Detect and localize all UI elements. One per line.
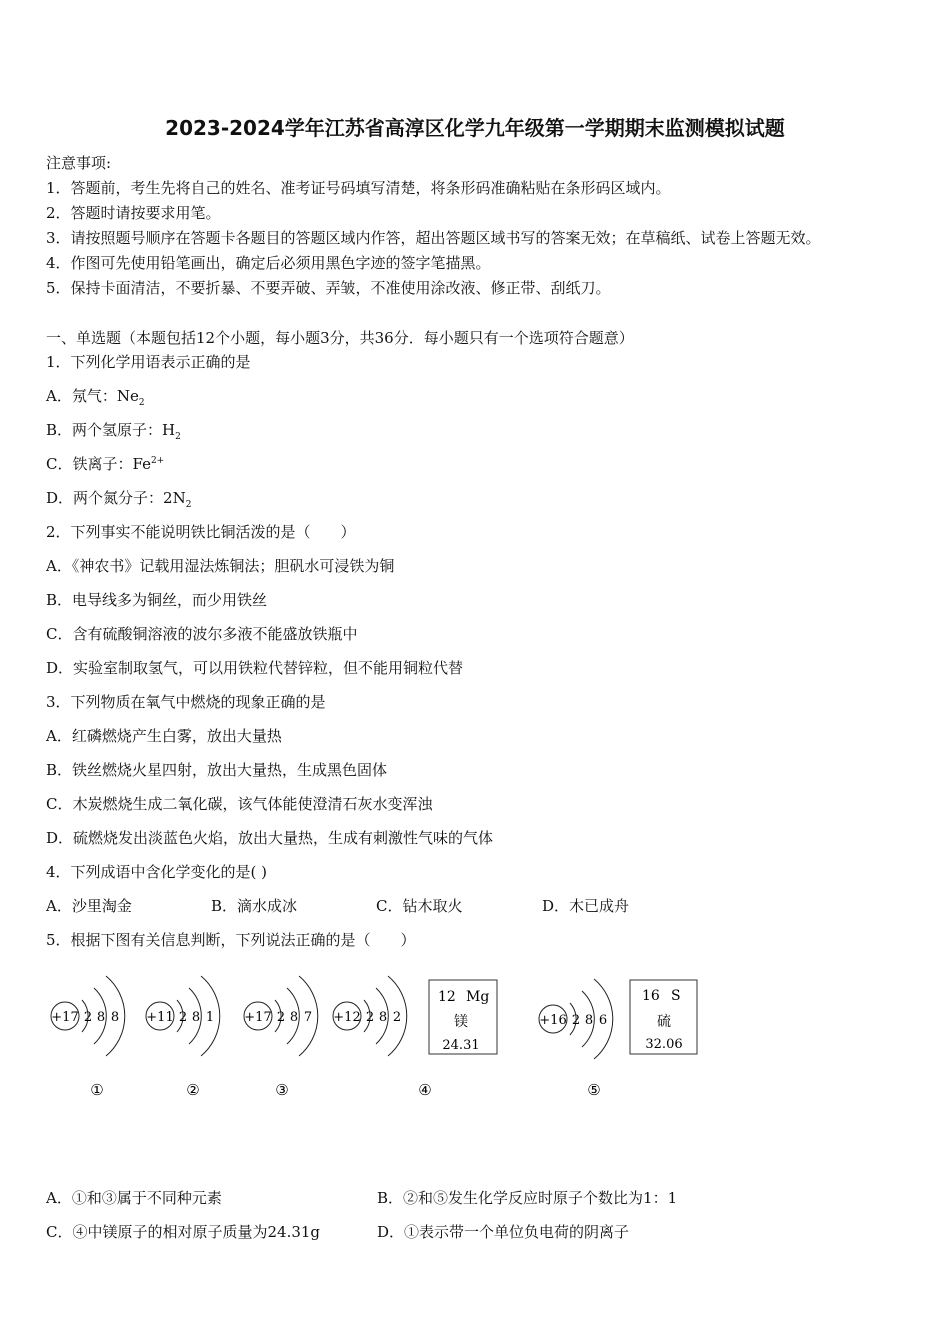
q1-option-b: B．两个氢原子：$H_2$ <box>46 421 181 442</box>
atom-diagram-1 <box>51 976 125 1056</box>
q3-option-d: D．硫燃烧发出淡蓝色火焰，放出大量热，生成有刺激性气味的气体 <box>46 829 494 847</box>
nucleus-charge: +11 <box>146 1010 174 1025</box>
atom-diagram-4 <box>333 976 407 1056</box>
atomic-number: 16 <box>642 988 660 1004</box>
section-heading: 一、单选题（本题包括12个小题，每小题3分，共36分．每小题只有一个选项符合题意） <box>46 329 634 347</box>
atom-structure-diagram <box>0 960 760 1110</box>
element-name: 硫 <box>657 1014 671 1030</box>
notice-item: 5．保持卡面清洁，不要折暴、不要弄破、弄皱，不准使用涂改液、修正带、刮纸刀。 <box>46 279 611 297</box>
element-symbol: S <box>671 988 681 1004</box>
q2-option-b: B．电导线多为铜丝，而少用铁丝 <box>46 591 268 609</box>
nucleus-charge: +17 <box>244 1010 272 1025</box>
q1-option-a: A．氖气：$Ne_2$ <box>46 387 145 408</box>
diagram-label: ③ <box>275 1081 289 1099</box>
notice-item: 4．作图可先使用铅笔画出，确定后必须用黑色字迹的签字笔描黑。 <box>46 254 491 272</box>
question-4-stem: 4．下列成语中含化学变化的是( ) <box>46 863 268 881</box>
atom-diagram-3 <box>244 976 318 1056</box>
shell-electrons: 2 <box>392 1010 402 1025</box>
atom-diagram-2 <box>146 976 220 1056</box>
diagram-label: ② <box>186 1081 200 1099</box>
q4-option-a: A．沙里淘金 <box>46 897 132 915</box>
q4-option-b: B．滴水成冰 <box>211 897 298 915</box>
shell-electrons: 8 <box>289 1010 299 1025</box>
atom-diagram-5 <box>539 979 613 1059</box>
q5-option-a: A．①和③属于不同种元素 <box>46 1189 222 1207</box>
atomic-number: 12 <box>438 989 456 1005</box>
q2-option-c: C．含有硫酸铜溶液的波尔多液不能盛放铁瓶中 <box>46 625 358 643</box>
atomic-mass: 24.31 <box>442 1038 480 1053</box>
q5-option-d: D．①表示带一个单位负电荷的阴离子 <box>377 1223 630 1241</box>
shell-electrons: 2 <box>178 1010 188 1025</box>
atomic-mass: 32.06 <box>645 1037 683 1052</box>
shell-electrons: 2 <box>571 1013 581 1028</box>
nucleus-charge: +17 <box>51 1010 79 1025</box>
q3-option-b: B．铁丝燃烧火星四射，放出大量热，生成黑色固体 <box>46 761 388 779</box>
shell-electrons: 6 <box>598 1013 608 1028</box>
page-title: 2023-2024学年江苏省高淳区化学九年级第一学期期末监测模拟试题 <box>165 116 785 140</box>
shell-electrons: 1 <box>205 1010 215 1025</box>
shell-electrons: 8 <box>584 1013 594 1028</box>
diagram-label: ① <box>90 1081 104 1099</box>
q1-option-c: C．铁离子：$Fe^{2+}$ <box>46 455 165 473</box>
shell-electrons: 2 <box>83 1010 93 1025</box>
q3-option-c: C．木炭燃烧生成二氧化碳，该气体能使澄清石灰水变浑浊 <box>46 795 433 813</box>
shell-electrons: 8 <box>96 1010 106 1025</box>
element-symbol: Mg <box>466 989 490 1005</box>
q3-option-a: A．红磷燃烧产生白雾，放出大量热 <box>46 727 282 745</box>
notice-item: 1．答题前，考生先将自己的姓名、准考证号码填写清楚，将条形码准确粘贴在条形码区域内。 <box>46 179 671 197</box>
shell-electrons: 8 <box>191 1010 201 1025</box>
q5-option-c: C．④中镁原子的相对原子质量为24.31g <box>46 1223 321 1241</box>
diagram-label: ⑤ <box>587 1081 601 1099</box>
notice-item: 2．答题时请按要求用笔。 <box>46 204 221 222</box>
q4-option-c: C．钻木取火 <box>376 897 463 915</box>
element-name: 镁 <box>454 1014 468 1030</box>
shell-electrons: 2 <box>365 1010 375 1025</box>
notice-heading: 注意事项: <box>46 154 112 172</box>
question-5-stem: 5．根据下图有关信息判断，下列说法正确的是（ ） <box>46 931 416 949</box>
q5-option-b: B．②和⑤发生化学反应时原子个数比为1：1 <box>377 1189 678 1207</box>
shell-electrons: 8 <box>110 1010 120 1025</box>
question-3-stem: 3．下列物质在氧气中燃烧的现象正确的是 <box>46 693 326 711</box>
q1-option-d: D．两个氮分子：$2N_2$ <box>46 489 192 510</box>
element-box-s <box>630 980 697 1054</box>
question-2-stem: 2．下列事实不能说明铁比铜活泼的是（ ） <box>46 523 356 541</box>
q2-option-a: A．《神农书》记载用湿法炼铜法；胆矾水可浸铁为铜 <box>46 557 395 575</box>
nucleus-charge: +12 <box>333 1010 361 1025</box>
question-1-stem: 1．下列化学用语表示正确的是 <box>46 353 251 371</box>
element-box-mg <box>429 980 497 1054</box>
nucleus-charge: +16 <box>539 1013 567 1028</box>
notice-item: 3．请按照题号顺序在答题卡各题目的答题区域内作答，超出答题区域书写的答案无效；在草稿纸、试卷上答题无效。 <box>46 229 821 247</box>
diagram-label: ④ <box>418 1081 432 1099</box>
shell-electrons: 8 <box>378 1010 388 1025</box>
q4-option-d: D．木已成舟 <box>542 897 630 915</box>
shell-electrons: 7 <box>303 1010 313 1025</box>
shell-electrons: 2 <box>276 1010 286 1025</box>
q2-option-d: D．实验室制取氢气，可以用铁粒代替锌粒，但不能用铜粒代替 <box>46 659 464 677</box>
